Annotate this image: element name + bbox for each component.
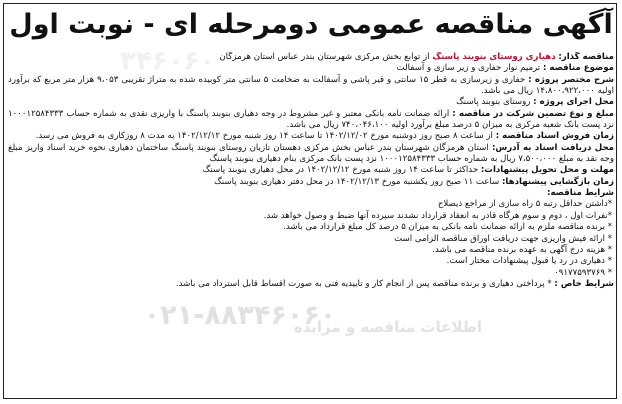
condition-item: * ۰۹۱۷۷۵۹۳۷۶۹	[554, 267, 612, 278]
watermark-number: ۳۴۶۰۶۰	[120, 46, 216, 76]
docs-row	[8, 143, 614, 166]
client-name: دهیاری روستای بنوبند پاسنگ	[432, 52, 556, 62]
location-value: روستای بنوبند پاسنگ	[456, 97, 531, 108]
condition-item: * هزینه درج آگهی به عهده برنده مناقصه می باشد.	[432, 244, 612, 255]
location-label: محل اجرای پروژه :	[533, 97, 614, 108]
description-row	[8, 75, 614, 98]
condition-item: *نفرات اول ، دوم و سوم هرگاه قادر به انعقاد قرارداد نشدند سپرده آنها ضبط و وصول خواهد شد.	[263, 210, 612, 221]
subject-value: ترمیم نوار حفاری و زیر سازی و آسفالت	[396, 63, 541, 74]
guarantee-value: ارائه ضمانت نامه بانکی معتبر و غیر مشروط در وجه دهیاری بنوبند پاسنگ با واریزی نقدی به شماره حساب ۱۰۰۰۱۲۵۸۴۳۳۳ نزد پست بانک شعبه مرکزی به میزان ۵ درصد مبلغ برآورد اولیه ۷۴۰،۰۴۶،۱۰۰ ریال می باشد.	[8, 108, 614, 131]
condition-item: * ارائه فیش واریزی جهت دریافت اوراق مناقصه الزامی است	[394, 233, 612, 244]
notice-title: آگهی مناقصه عمومی دومرحله ای - نوبت اول	[9, 9, 613, 40]
opening-value: ساعت ۱۱ صبح روز یکشنبه مورخ ۱۴۰۲/۱۲/۱۳ در محل دفتر دهیاری بنوبند پاسنگ	[214, 176, 500, 187]
client-label: مناقصه گذار:	[558, 52, 614, 62]
client-detail: از توابع بخش مرکزی شهرستان بندر عباس استان هرمزگان	[219, 52, 430, 62]
description-value: حفاری و زیرسازی به قطر ۱۵ سانتی و قیر پاشی و آسفالت به ضخامت ۵ سانتی متر کوبیده شده به متراژ تقریبی ۹،۰۵۳ هزار متر مربع که برآورد اولیه ۱۴،۸۰۰،۹۲۲،۰۰۰ ریال می باشد.	[8, 74, 614, 97]
conditions-heading: شرایط مناقصه:	[547, 188, 614, 199]
description-label: شرح مختصر پروژه :	[528, 74, 614, 85]
sale-row	[8, 131, 614, 142]
special-label: شرایط خاص :	[554, 278, 614, 289]
condition-item: * دهیاری در رد یا قبول پیشنهادات مختار است.	[446, 256, 612, 267]
subject-row	[8, 63, 614, 74]
sale-label: زمان فروش اسناد مناقصه :	[495, 131, 614, 142]
deadline-row	[8, 165, 614, 176]
docs-label: محل دریافت اسناد به آدرس:	[491, 142, 614, 153]
sale-value: از ساعت ۸ صبح روز دوشنبه مورخ ۱۴۰۲/۱۲/۰۲ تا ساعت ۱۴ روز شنبه مورخ ۱۴۰۲/۱۲/۱۲ به مدت ۸ روزکاری به فروش می رسد.	[35, 131, 493, 142]
deadline-value: حداکثر تا ساعت ۱۴ روز شنبه مورخ ۱۴۰۲/۱۲/۱۲ در محل دهیاری بنوبند پاسنگ	[202, 165, 479, 176]
guarantee-row	[8, 109, 614, 132]
watermark-phone: ۰۲۱-۸۸۳۴۶۰۶۰	[143, 300, 337, 331]
guarantee-label: مبلغ و نوع تضمین شرکت در مناقصه :	[452, 108, 614, 119]
client-row	[8, 52, 614, 63]
subject-label: موضوع مناقصه :	[542, 63, 614, 74]
opening-row	[8, 177, 614, 188]
deadline-label: مهلت و محل تحویل پیشنهادات:	[480, 165, 614, 176]
location-row	[8, 97, 614, 108]
watermark-site-text: اطلاعات مناقصه و مزایده	[293, 318, 482, 336]
special-row	[8, 279, 614, 290]
special-value: * پرداختی دهیاری و برنده مناقصه پس از انجام کار و تاییدیه فنی به صورت اقساط قابل استرداد می باشد.	[175, 278, 552, 289]
condition-item: *داشتن حداقل رتبه ۵ راه سازی از مراجع ذیصلاح	[437, 199, 612, 210]
opening-label: زمان بازگشایی پیشنهادها:	[501, 176, 614, 187]
notice-body	[8, 52, 614, 398]
condition-item: * برنده مناقصه ملزم به ارائه ضمانت نامه بانکی به میزان ۵ درصد کل مبلغ قرارداد می باشد.	[283, 222, 612, 233]
docs-value: استان هرمزگان شهرستان بندر عباس بخش مرکزی دهستان تازیان روستای بنوبند پاسنگ ساختمان دهیاری نحوه خرید اسناد واریز مبلغ وجه نقد به مبلغ ۷،۵۰۰،۰۰۰ ریال به شماره حساب ۱۰۰۰۱۲۵۸۴۳۳۳ نزد پست بانک مرکزی بنام دهیاری بنوبند پاسنگ	[8, 142, 614, 165]
